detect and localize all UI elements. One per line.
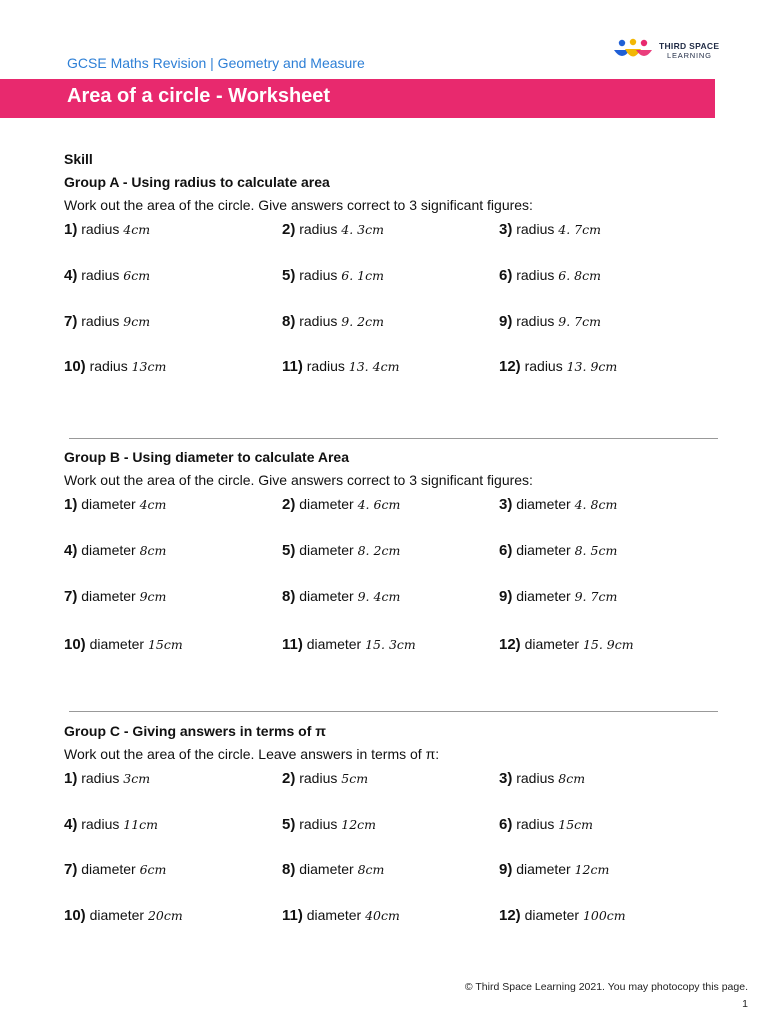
logo-text-line1: THIRD SPACE [659, 41, 720, 51]
question-item: 5) diameter 8. 2cm [282, 542, 401, 559]
question-item: 6) diameter 8. 5cm [499, 542, 618, 559]
question-item: 5) radius 12cm [282, 816, 377, 833]
group-b-heading: Group B - Using diameter to calculate Area [64, 449, 349, 465]
question-item: 1) radius 4cm [64, 221, 151, 238]
question-item: 3) radius 4. 7cm [499, 221, 601, 238]
footer-copyright: © Third Space Learning 2021. You may photocopy this page. [464, 981, 748, 993]
question-item: 11) diameter 15. 3cm [282, 636, 416, 653]
question-item: 11) radius 13. 4cm [282, 358, 400, 375]
question-item: 10) diameter 15cm [64, 636, 183, 653]
question-item: 9) diameter 12cm [499, 861, 610, 878]
question-item: 5) radius 6. 1cm [282, 267, 384, 284]
group-a-instruction: Work out the area of the circle. Give answers correct to 3 significant figures: [64, 197, 533, 213]
question-item: 1) diameter 4cm [64, 496, 167, 513]
group-c-heading: Group C - Giving answers in terms of π [64, 723, 326, 739]
group-a-heading: Group A - Using radius to calculate area [64, 174, 330, 190]
page-title: Area of a circle - Worksheet [67, 85, 331, 107]
question-item: 3) diameter 4. 8cm [499, 496, 618, 513]
question-item: 9) radius 9. 7cm [499, 313, 601, 330]
question-item: 12) radius 13. 9cm [499, 358, 618, 375]
question-item: 1) radius 3cm [64, 770, 151, 787]
question-item: 9) diameter 9. 7cm [499, 588, 618, 605]
question-item: 8) diameter 8cm [282, 861, 385, 878]
logo-icon [612, 38, 656, 64]
question-item: 3) radius 8cm [499, 770, 586, 787]
question-item: 8) radius 9. 2cm [282, 313, 384, 330]
section-divider [69, 711, 718, 712]
page-number: 1 [742, 998, 748, 1010]
question-item: 2) radius 5cm [282, 770, 369, 787]
question-item: 4) diameter 8cm [64, 542, 167, 559]
question-item: 2) diameter 4. 6cm [282, 496, 401, 513]
section-divider [69, 438, 718, 439]
question-item: 8) diameter 9. 4cm [282, 588, 401, 605]
skill-label: Skill [64, 151, 93, 167]
question-item: 10) radius 13cm [64, 358, 167, 375]
question-item: 11) diameter 40cm [282, 907, 400, 924]
question-item: 10) diameter 20cm [64, 907, 183, 924]
question-item: 7) diameter 9cm [64, 588, 167, 605]
question-item: 12) diameter 15. 9cm [499, 636, 634, 653]
group-b-instruction: Work out the area of the circle. Give answers correct to 3 significant figures: [64, 472, 533, 488]
question-item: 2) radius 4. 3cm [282, 221, 384, 238]
question-item: 6) radius 15cm [499, 816, 594, 833]
question-item: 4) radius 11cm [64, 816, 159, 833]
group-c-instruction: Work out the area of the circle. Leave answers in terms of π: [64, 746, 440, 762]
question-item: 6) radius 6. 8cm [499, 267, 601, 284]
title-banner [0, 79, 715, 118]
question-item: 4) radius 6cm [64, 267, 151, 284]
page-subtitle: GCSE Maths Revision | Geometry and Measure [67, 55, 365, 71]
question-item: 12) diameter 100cm [499, 907, 626, 924]
logo-text-line2: LEARNING [667, 51, 712, 60]
question-item: 7) radius 9cm [64, 313, 151, 330]
question-item: 7) diameter 6cm [64, 861, 167, 878]
third-space-learning-logo [612, 38, 732, 64]
